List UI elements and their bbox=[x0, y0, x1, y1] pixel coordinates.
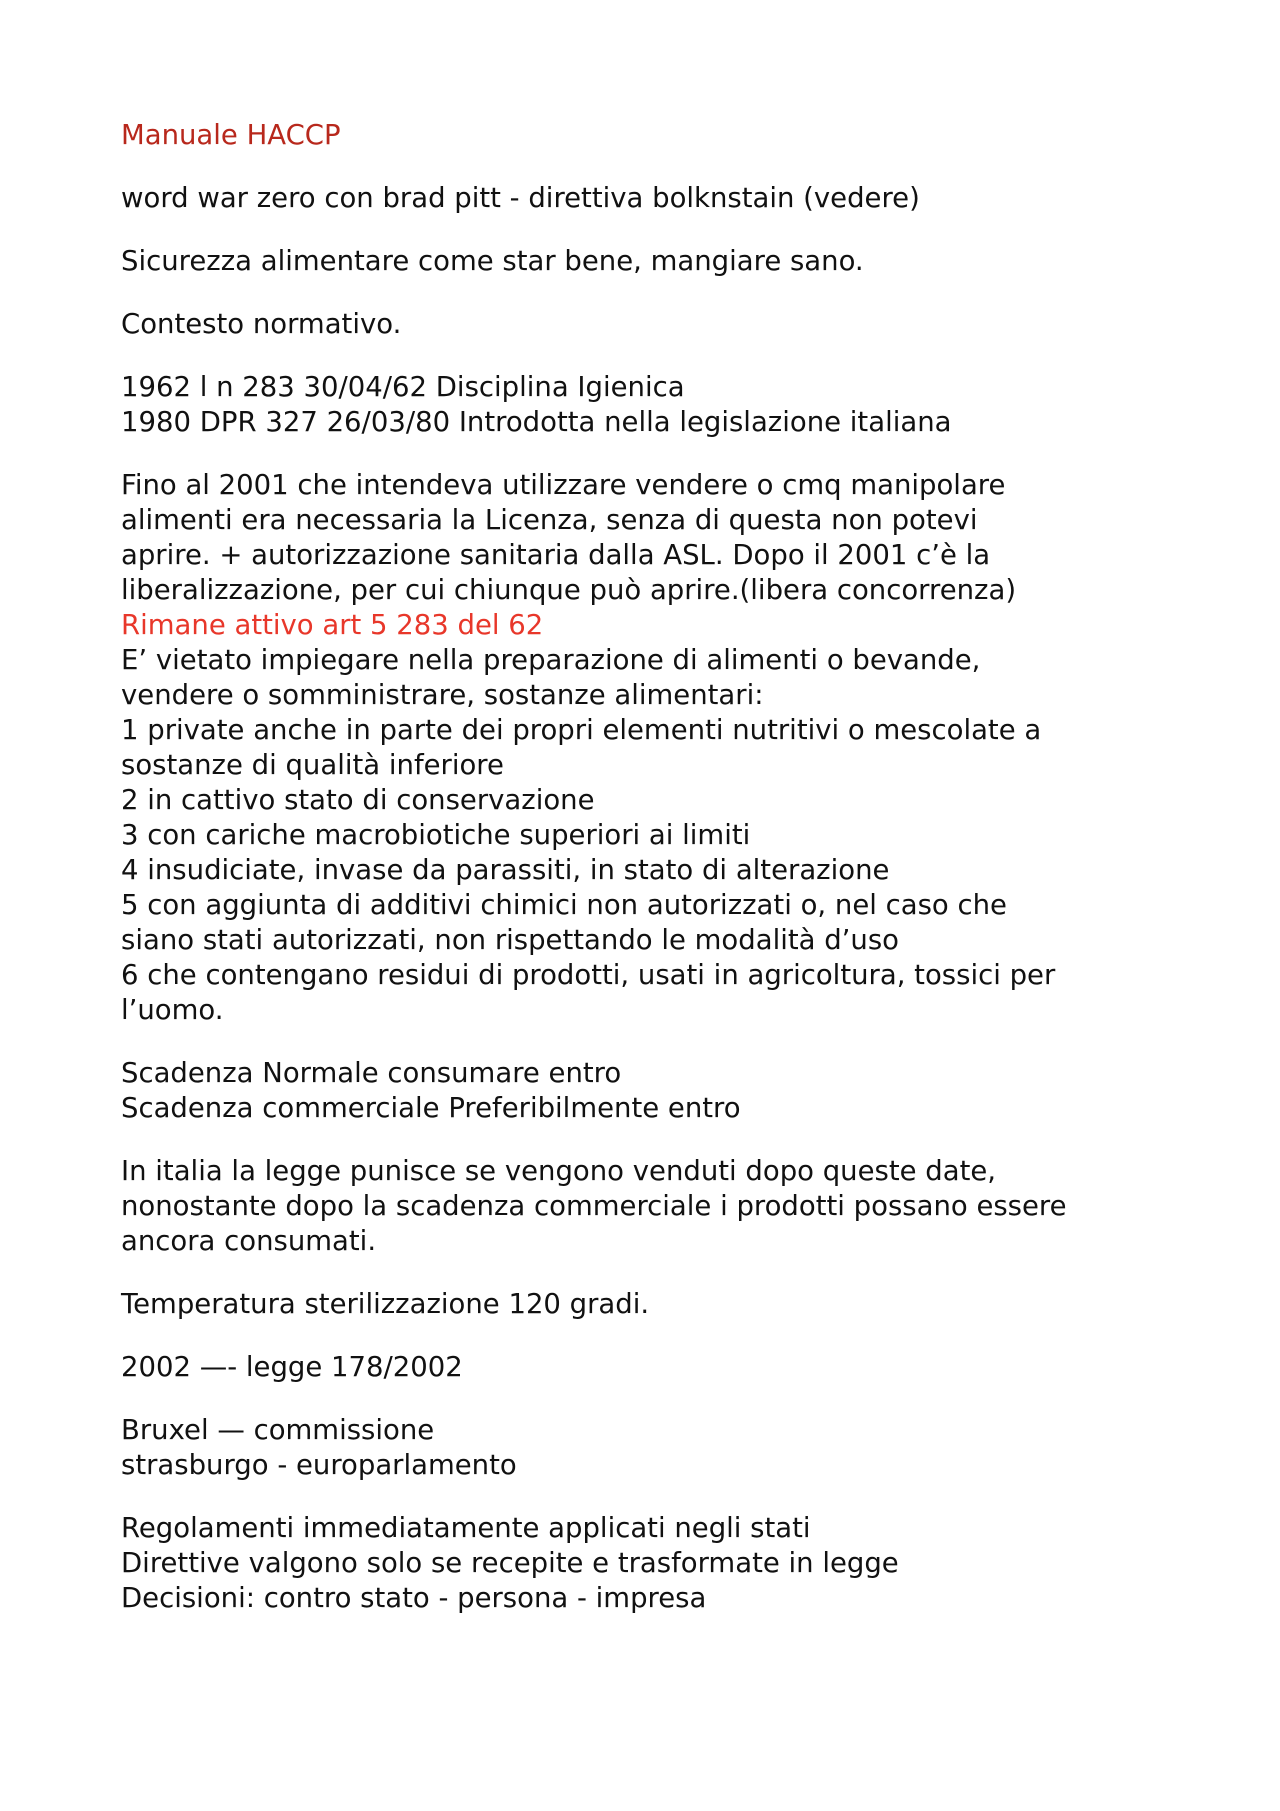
text-line: Bruxel — commissione bbox=[121, 1414, 435, 1446]
text-line: Decisioni: contro stato - persona - impresa bbox=[121, 1582, 707, 1614]
list-item: 6 che contengano residui di prodotti, usati in agricoltura, tossici per bbox=[121, 959, 1056, 991]
list-item: 4 insudiciate, invase da parassiti, in stato di alterazione bbox=[121, 854, 890, 886]
text-line: Temperatura sterilizzazione 120 gradi. bbox=[121, 1288, 650, 1320]
list-item: 2 in cattivo stato di conservazione bbox=[121, 784, 595, 816]
text-line: nonostante dopo la scadenza commerciale i prodotti possano essere bbox=[121, 1190, 1067, 1222]
paragraph-italy bbox=[121, 1154, 1181, 1259]
paragraph-safety bbox=[121, 244, 1181, 279]
list-item: 3 con cariche macrobiotiche superiori ai limiti bbox=[121, 819, 751, 851]
law-line: 1962 l n 283 30/04/62 Disciplina Igienica bbox=[121, 371, 685, 403]
text-line: vendere o somministrare, sostanze alimentari: bbox=[121, 679, 764, 711]
document-page bbox=[121, 118, 1181, 1644]
document-title-block bbox=[121, 118, 1181, 153]
paragraph-eu-acts bbox=[121, 1511, 1181, 1616]
text-line: Contesto normativo. bbox=[121, 308, 402, 340]
text-line: Direttive valgono solo se recepite e trasformate in legge bbox=[121, 1547, 899, 1579]
text-line: E’ vietato impiegare nella preparazione di alimenti o bevande, bbox=[121, 644, 981, 676]
paragraph-temperature bbox=[121, 1287, 1181, 1322]
document-title: Manuale HACCP bbox=[121, 119, 341, 151]
text-line: Scadenza Normale consumare entro bbox=[121, 1057, 622, 1089]
text-line: word war zero con brad pitt - direttiva bolknstain (vedere) bbox=[121, 182, 920, 214]
paragraph-intro bbox=[121, 181, 1181, 216]
paragraph-licence-and-art5 bbox=[121, 468, 1181, 1028]
law-line: 1980 DPR 327 26/03/80 Introdotta nella legislazione italiana bbox=[121, 406, 952, 438]
text-line: liberalizzazione, per cui chiunque può aprire.(libera concorrenza) bbox=[121, 574, 1017, 606]
paragraph-eu-institutions bbox=[121, 1413, 1181, 1483]
list-item: 5 con aggiunta di additivi chimici non autorizzati o, nel caso che bbox=[121, 889, 1007, 921]
paragraph-law-2002 bbox=[121, 1350, 1181, 1385]
paragraph-laws bbox=[121, 370, 1181, 440]
art5-heading: Rimane attivo art 5 283 del 62 bbox=[121, 609, 544, 641]
text-line: Fino al 2001 che intendeva utilizzare vendere o cmq manipolare bbox=[121, 469, 1006, 501]
text-line: alimenti era necessaria la Licenza, senza di questa non potevi bbox=[121, 504, 978, 536]
text-line: ancora consumati. bbox=[121, 1225, 377, 1257]
list-item: 1 private anche in parte dei propri elementi nutritivi o mescolate a bbox=[121, 714, 1042, 746]
list-item-continuation: siano stati autorizzati, non rispettando le modalità d’uso bbox=[121, 924, 900, 956]
text-line: In italia la legge punisce se vengono venduti dopo queste date, bbox=[121, 1155, 997, 1187]
text-line: aprire. + autorizzazione sanitaria dalla ASL. Dopo il 2001 c’è la bbox=[121, 539, 991, 571]
paragraph-expiry bbox=[121, 1056, 1181, 1126]
text-line: Sicurezza alimentare come star bene, mangiare sano. bbox=[121, 245, 864, 277]
text-line: 2002 —- legge 178/2002 bbox=[121, 1351, 463, 1383]
list-item-continuation: sostanze di qualità inferiore bbox=[121, 749, 504, 781]
text-line: Regolamenti immediatamente applicati negli stati bbox=[121, 1512, 811, 1544]
list-item-continuation: l’uomo. bbox=[121, 994, 224, 1026]
text-line: Scadenza commerciale Preferibilmente entro bbox=[121, 1092, 741, 1124]
text-line: strasburgo - europarlamento bbox=[121, 1449, 517, 1481]
paragraph-context bbox=[121, 307, 1181, 342]
